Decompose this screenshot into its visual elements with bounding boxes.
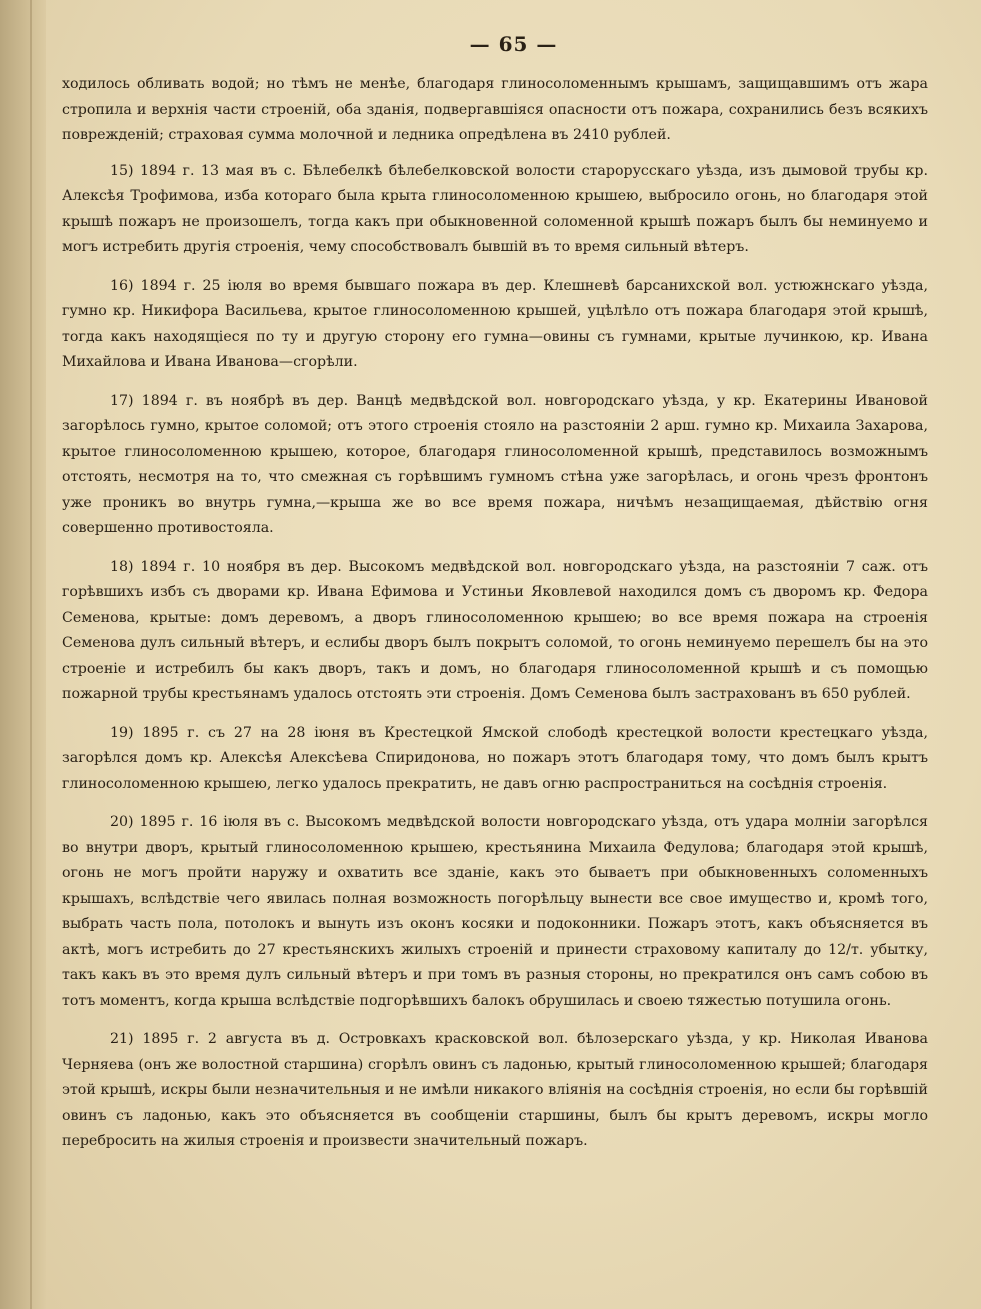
paragraph-continuation: ходилось обливать водой; но тѣмъ не менѣе, благодаря глиносоломеннымъ крышамъ, защищавшимъ отъ жара стропила и верхнія части строеній, оба зданія, подвергавшіяся опасности отъ пожара, сохранились безъ всякихъ поврежденій; страховая сумма молочной и ледника опредѣлена въ 2410 рублей.: [62, 76, 928, 143]
paragraph-item-18: 18) 1894 г. 10 ноября въ дер. Высокомъ медвѣдской вол. новгородскаго уѣзда, на разстояніи 7 саж. отъ горѣвшихъ избъ съ дворами кр. Ивана Ефимова и Устиньи Яковлевой находился домъ съ дворомъ кр. Федора Семенова, крытые: домъ деревомъ, а дворъ глиносоломенною крышею; во все время пожара на строенія Семенова дулъ сильный вѣтеръ, и еслибы дворъ былъ покрытъ соломой, то огонь неминуемо перешелъ бы на это строеніе и истребилъ бы какъ дворъ, такъ и домъ, но благодаря глиносоломенной крышѣ и съ помощью пожарной трубы крестьянамъ удалось отстоять эти строенія. Домъ Семенова былъ застрахованъ въ 650 рублей.: [62, 558, 928, 702]
paragraph-item-19: 19) 1895 г. съ 27 на 28 іюня въ Крестецкой Ямской слободѣ крестецкой волости крестецкаго уѣзда, загорѣлся домъ кр. Алексѣя Алексѣева Спиридонова, но пожаръ этотъ благодаря тому, что домъ былъ крытъ глиносоломенною крышею, легко удалось прекратить, не давъ огню распространиться на сосѣднія строенія.: [62, 724, 928, 792]
gutter-line: [30, 0, 32, 1309]
paragraph-item-16: 16) 1894 г. 25 іюля во время бывшаго пожара въ дер. Клешневѣ барсанихской вол. устюжнскаго уѣзда, гумно кр. Никифора Васильева, крытое глиносоломенною крышей, уцѣлѣло отъ пожара благодаря этой крышѣ, тогда какъ находящіеся по ту и другую сторону его гумна—овины съ гумнами, крытые лучинкою, кр. Ивана Михайлова и Ивана Иванова—сгорѣли.: [62, 277, 928, 370]
paragraph-item-15: 15) 1894 г. 13 мая въ с. Бѣлебелкѣ бѣлебелковской волости старорусскаго уѣзда, изъ дымовой трубы кр. Алексѣя Трофимова, изба котораго была крыта глиносоломенною крышею, выбросило огонь, но благодаря этой крышѣ пожаръ не произошелъ, тогда какъ при обыкновенной соломенной крышѣ пожаръ былъ бы неминуемо и могъ истребить другія строенія, чему способствовалъ бывшій въ то время сильный вѣтеръ.: [62, 162, 928, 255]
document-page: [46, 0, 981, 1309]
paragraph-item-20: 20) 1895 г. 16 іюля въ с. Высокомъ медвѣдской волости новгородскаго уѣзда, отъ удара молніи загорѣлся во внутри дворъ, крытый глиносоломенною крышею, крестьянина Михаила Федулова; благодаря этой крышѣ, огонь не могъ пройти наружу и охватить все зданіе, какъ это бываетъ при обыкновенныхъ соломенныхъ крышахъ, вслѣдствіе чего явилась полная возможность погорѣльцу вынести все свое имущество и, кромѣ того, выбрать часть пола, потолокъ и вынуть изъ оконъ косяки и подоконники. Пожаръ этотъ, какъ объясняется въ актѣ, могъ истребить до 27 крестьянскихъ жилыхъ строеній и принести страховому капиталу до 12/т. убытку, такъ какъ въ это время дулъ сильный вѣтеръ и при томъ въ разныя стороны, но прекратился онъ самъ собою въ тотъ моментъ, когда крыша вслѣдствіе подгорѣвшихъ балокъ обрушилась и своею тяжестью потушила огонь.: [62, 814, 928, 1009]
book-gutter: [0, 0, 46, 1309]
paragraph-item-21: 21) 1895 г. 2 августа въ д. Островкахъ красковской вол. бѣлозерскаго уѣзда, у кр. Николая Иванова Черняева (онъ же волостной старшина) сгорѣлъ овинъ съ ладонью, крытый глиносоломенною крышей; благодаря этой крышѣ, искры были незначительныя и не имѣли никакого вліянія на сосѣднія строенія, но если бы горѣвшій овинъ съ ладонью, какъ это объясняется въ сообщеніи старшины, былъ бы крытъ деревомъ, искры могло перебросить на жилыя строенія и произвести значительный пожаръ.: [62, 1031, 928, 1149]
page-number: — 65 —: [469, 32, 558, 56]
body-text: [62, 72, 928, 1168]
paragraph-item-17: 17) 1894 г. въ ноябрѣ въ дер. Ванцѣ медвѣдской вол. новгородскаго уѣзда, у кр. Екатерины Ивановой загорѣлось гумно, крытое соломой; отъ этого строенія стояло на разстояніи 2 арш. гумно кр. Михаила Захарова, крытое глиносоломенною крышею, которое, благодаря глиносоломенной крышѣ, представилось возможнымъ отстоять, несмотря на то, что смежная съ горѣвшимъ гумномъ стѣна уже загорѣлась, и огонь чрезъ фронтонъ уже проникъ во внутрь гумна,—крыша же во все время пожара, ничѣмъ незащищаемая, дѣйствію огня совершенно противостояла.: [62, 392, 928, 536]
